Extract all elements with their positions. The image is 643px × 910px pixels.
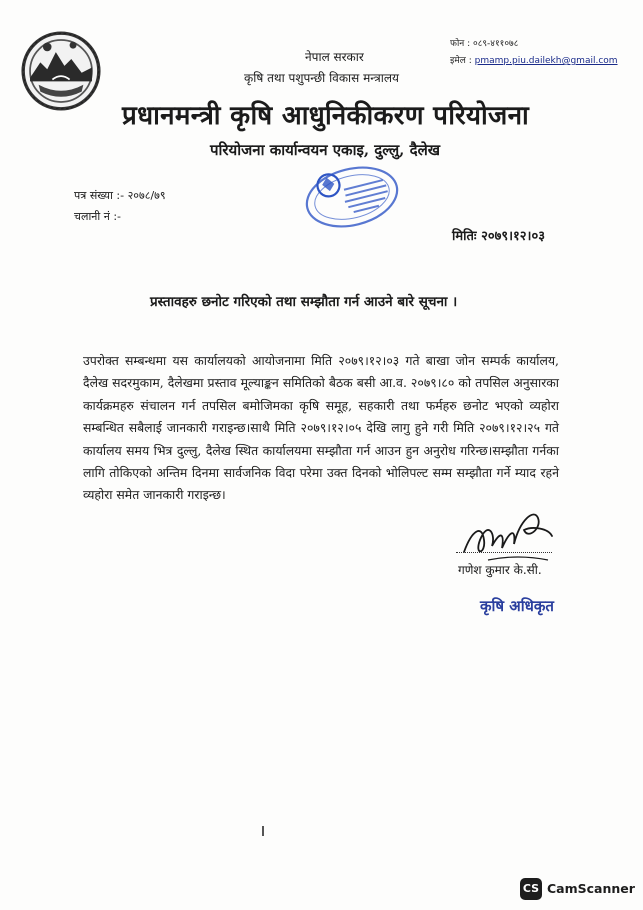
office-seal-stamp-icon [296,158,408,236]
letter-subject: प्रस्तावहरु छनोट गरिएको तथा सम्झौता गर्न आउने बारे सूचना । [150,294,458,310]
letter-date: मितिः २०७९।१२।०३ [452,229,546,244]
email-address: pmamp.piu.dailekh@gmail.com [474,56,618,66]
email-label: इमेल : [450,56,472,66]
dispatch-number: चलानी नं :- [74,210,122,223]
phone-number: फोन : ०८९-४११०७८ [450,39,519,49]
letter-body: उपरोक्त सम्बन्धमा यस कार्यालयको आयोजनामा मिति २०७९।१२।०३ गते बाखा जोन सम्पर्क कार्यालय, दैलेख सदरमुकाम, दैलेखमा प्रस्ताव मूल्याङ्कन समितिको बैठक बसी आ.व. २०७९।८० को तपसिल अनुसारका कार्यक्रमहरु संचालन गर्न तपसिल बमोजिमका कृषि समूह, सहकारी तथा फर्महरु छनोट भएको व्यहोरा सम्बन्धित सबैलाई जानकारी गराइन्छ।साथै मिति २०७९।१२।०५ देखि लागु हुने गरी मिति २०७९।१२।२५ गते कार्यालय समय भित्र दुल्लु, दैलेख स्थित कार्यालयमा सम्झौता गर्न आउन हुन अनुरोध गरिन्छ।सम्झौता गर्नका लागि तोकिएको अन्तिम दिनमा सार्वजनिक विदा परेमा उक्त दिनको भोलिपल्ट सम्म सम्झौता गर्ने म्याद रहने व्यहोरा समेत जानकारी गराइन्छ। [83,353,559,503]
letter-number: पत्र संख्या :- २०७८/७९ [74,189,166,202]
camscanner-label: CamScanner [547,881,635,896]
scan-mark [262,826,264,836]
signature-line [456,552,552,553]
handwritten-signature [458,500,558,570]
email-line [450,53,618,66]
implementation-unit: परियोजना कार्यान्वयन एकाइ, दुल्लु, दैलेख [210,141,441,159]
project-title: प्रधानमन्त्री कृषि आधुनिकीकरण परियोजना [122,101,530,131]
government-name: नेपाल सरकार [305,50,364,64]
ministry-name: कृषि तथा पशुपन्छी विकास मन्त्रालय [244,71,399,85]
nepal-government-emblem-icon [18,28,104,114]
signatory-title: कृषि अधिकृत [480,597,554,615]
camscanner-logo-icon: CS [520,878,542,900]
signatory-name: गणेश कुमार के.सी. [458,563,542,577]
